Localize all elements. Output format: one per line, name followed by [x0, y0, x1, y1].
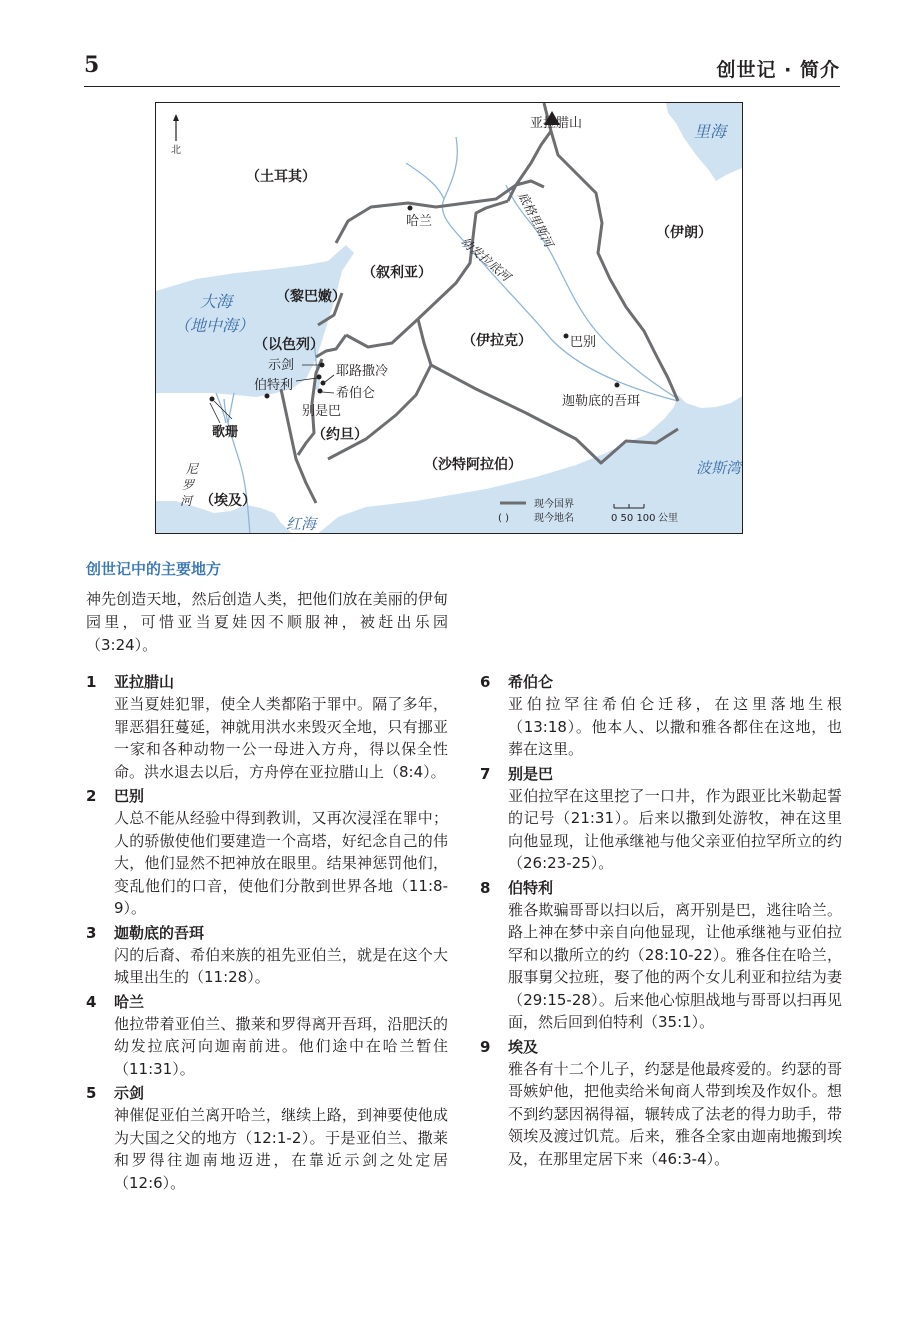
- entries-right-column: [480, 671, 842, 1172]
- goshen-dot: [210, 397, 215, 402]
- country-israel: （以色列）: [254, 337, 324, 353]
- entry-title: 埃及: [508, 1037, 539, 1056]
- entry-egypt: [480, 1036, 842, 1171]
- caspian-label: 里海: [694, 122, 727, 141]
- entry-title: 迦勒底的吾珥: [114, 923, 205, 942]
- intro-paragraph: 神先创造天地，然后创造人类，把他们放在美丽的伊甸园里，可惜亚当夏娃因不顺服神，被赶出乐园（3:24）。: [86, 590, 448, 654]
- country-turkey: （土耳其）: [246, 169, 316, 185]
- country-egypt: （埃及）: [200, 493, 256, 509]
- entry-hebron: [480, 671, 842, 761]
- entry-body: 人总不能从经验中得到教训，又再次浸淫在罪中；人的骄傲使他们要建造一个高塔，好纪念自己的伟大，他们显然不把神放在眼里。结果神惩罚他们，变乱他们的口音，使他们分散到世界各地（11:8-9）。: [114, 809, 448, 917]
- beersheba-dot: [265, 394, 270, 399]
- entry-body: 闪的后裔、希伯来族的祖先亚伯兰，就是在这个大城里出生的（11:28）。: [114, 945, 448, 986]
- entry-bethel: [480, 877, 842, 1034]
- shechem-dot: [320, 363, 325, 368]
- running-head: 创世记 · 简介: [716, 59, 840, 81]
- ur-dot: [615, 383, 620, 388]
- great-sea-label: 大海: [200, 292, 233, 311]
- entry-body: 雅各有十二个儿子，约瑟是他最疼爱的。约瑟的哥哥嫉妒他，把他卖给米甸商人带到埃及作奴仆。想不到约瑟因祸得福，辗转成了法老的得力助手，带领埃及渡过饥荒。后来，雅各全家由迦南地搬到埃及，在那里定居下来（46:3-4）。: [508, 1059, 842, 1168]
- babel-dot: [564, 334, 569, 339]
- entry-title: 巴别: [114, 787, 145, 805]
- entry-ur: [86, 922, 448, 989]
- persian-gulf-label: 波斯湾: [696, 459, 742, 477]
- place-shechem: 示剑: [268, 358, 295, 373]
- haran-dot: [408, 206, 413, 211]
- place-haran: 哈兰: [406, 214, 433, 229]
- entry-body: 亚伯拉罕在这里挖了一口井，作为跟亚比米勒起誓的记号（21:31）。后来以撒到处游牧，神在这里向他显现，让他承继祂与他父亲亚伯拉罕所立的约（26:23-25）。: [508, 786, 842, 872]
- entry-body: 亚伯拉罕往希伯仑迁移，在这里落地生根（13:18）。他本人、以撒和雅各都住在这地，也葬在这里。: [508, 695, 842, 758]
- entry-number: 8: [480, 878, 491, 897]
- entry-number: 9: [480, 1037, 491, 1056]
- map: [155, 102, 743, 534]
- north-label: 北: [171, 145, 181, 156]
- entry-body: 神催促亚伯兰离开哈兰，继续上路，到神要使他成为大国之父的地方（12:1-2）。于是亚伯兰、撒莱和罗得往迦南地迈进，在靠近示剑之处定居（12:6）。: [114, 1106, 448, 1192]
- country-syria: （叙利亚）: [362, 265, 432, 281]
- entry-number: 5: [86, 1084, 97, 1102]
- place-beersheba: 别是巴: [302, 404, 342, 419]
- mediterranean-label: （地中海）: [174, 316, 255, 335]
- entry-title: 希伯仑: [508, 673, 554, 691]
- entry-number: 6: [480, 673, 491, 691]
- entry-title: 伯特利: [508, 878, 554, 897]
- entry-number: 3: [86, 923, 97, 942]
- place-bethel: 伯特利: [254, 378, 294, 393]
- nile-label-1: 尼: [186, 462, 199, 476]
- tigris-label: 底格里斯河: [515, 189, 556, 250]
- nile-label-2: 罗: [182, 478, 195, 492]
- entry-body: 他拉带着亚伯兰、撒莱和罗得离开吾珥，沿肥沃的幼发拉底河向迦南前进。他们途中在哈兰暂住（11:31）。: [114, 1014, 448, 1078]
- header-rule: [84, 86, 840, 87]
- euphrates-label: 幼发拉底河: [458, 234, 514, 284]
- entry-babel: [86, 785, 448, 920]
- country-iraq: （伊拉克）: [462, 333, 532, 349]
- country-jordan: （约旦）: [312, 427, 368, 443]
- entry-number: 1: [86, 673, 97, 691]
- legend-border-label: 现今国界: [534, 499, 574, 510]
- entry-title: 示剑: [114, 1084, 145, 1102]
- entries-left-column: [86, 671, 448, 1196]
- entry-title: 哈兰: [114, 992, 145, 1011]
- place-goshen: 歌珊: [212, 425, 239, 440]
- country-lebanon: （黎巴嫩）: [276, 289, 346, 305]
- entry-beersheba: [480, 763, 842, 875]
- nile-label-3: 河: [180, 494, 193, 508]
- red-sea-label: 红海: [286, 515, 317, 533]
- legend-name-marker: ( ): [498, 513, 509, 524]
- bethel-dot: [317, 375, 322, 380]
- entry-haran: [86, 991, 448, 1081]
- place-ararat: 亚拉腊山: [530, 116, 583, 131]
- hebron-dot: [318, 389, 323, 394]
- entry-body: 雅各欺骗哥哥以扫以后，离开别是巴，逃往哈兰。路上神在梦中亲自向他显现，让他承继祂与亚伯拉罕和以撒所立的约（28:10-22）。雅各住在哈兰，服事舅父拉班，娶了他的两个女儿利亚和拉结为妻（29:15-28）。后来他心惊胆战地与哥哥以扫再见面，然后回到伯特利（35:1）。: [508, 900, 842, 1031]
- scale-unit: 公里: [658, 513, 678, 524]
- legend-modern-name: 现今地名: [534, 513, 574, 524]
- entry-number: 4: [86, 992, 97, 1011]
- place-hebron: 希伯仑: [336, 386, 376, 401]
- entry-shechem: [86, 1082, 448, 1194]
- page-number: 5: [84, 52, 100, 78]
- place-ur: 迦勒底的吾珥: [562, 394, 641, 409]
- country-saudi: （沙特阿拉伯）: [424, 457, 522, 473]
- entry-body: 亚当夏娃犯罪，使全人类都陷于罪中。隔了多年，罪恶猖狂蔓延，神就用洪水来毁灭全地，只有挪亚一家和各种动物一公一母进入方舟，得以保全性命。洪水退去以后，方舟停在亚拉腊山上（8:4）。: [114, 695, 448, 781]
- entry-number: 7: [480, 764, 491, 783]
- map-svg: [156, 103, 743, 534]
- jerusalem-dot: [321, 381, 326, 386]
- entry-title: 亚拉腊山: [114, 673, 175, 691]
- entry-number: 2: [86, 787, 97, 805]
- place-babel: 巴别: [570, 335, 597, 350]
- entry-ararat: [86, 671, 448, 783]
- country-iran: （伊朗）: [656, 225, 712, 241]
- place-jerusalem: 耶路撒冷: [336, 364, 389, 379]
- entry-title: 别是巴: [508, 764, 554, 783]
- section-heading: 创世记中的主要地方: [86, 560, 222, 578]
- scale-numbers: 0 50 100: [611, 513, 656, 524]
